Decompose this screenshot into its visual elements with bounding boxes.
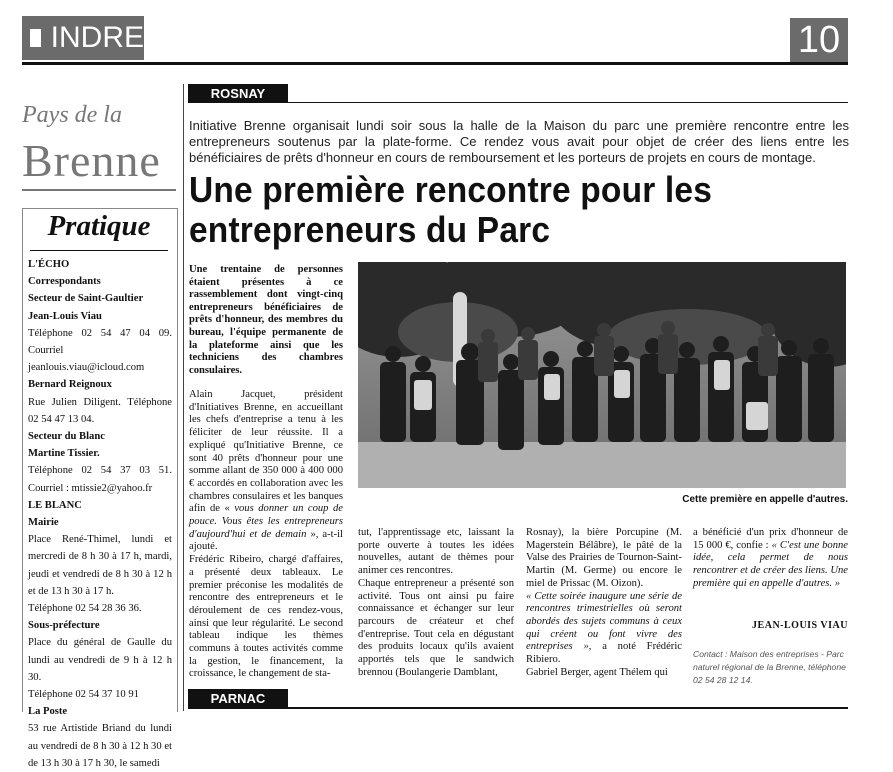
pratique-heading: Martine Tissier. (28, 448, 100, 460)
pratique-heading: La Poste (28, 706, 68, 718)
quote: « C'est une bonne idée, cela permet de nous rencontrer et de créer des liens. Une première qui en appelle d'autres. » (693, 539, 848, 589)
square-icon (30, 29, 41, 47)
article-column-2 (358, 527, 514, 679)
quote: vous donner un coup de pouce. Vous êtes les entrepreneurs d'aujourd'hui et de demain (189, 503, 343, 540)
pratique-heading: Correspondants (28, 276, 101, 288)
text: Alain Jacquet, président d'Initiatives Brenne, en accueillant les chefs d'entreprise a tenu à les féliciter de leur réussite. Il a expliqué qu'Initiative Brenne, ce sont 40 prêts d'honneur pour une somme allant de 350 000 à 400 000 € accordés en collaboration avec les chambres consulaires et les banques afin de « (189, 389, 343, 515)
paragraph: Frédéric Ribeiro, chargé d'affaires, a présenté deux tableaux. Le premier préconise les modalités de rencontre des entrepreneurs et le déroulement de ces rendez-vous, ainsi que leur régularité. Le second tableau indique les thèmes communs à toutes activités comme la gestion, le financement, la croissance, le changement de sta- (189, 554, 343, 680)
section-name: INDRE (50, 21, 144, 54)
header-rule (22, 62, 848, 65)
paragraph (693, 527, 848, 591)
pratique-heading: LE BLANC (28, 499, 82, 511)
pratique-entry: Place René-Thimel, lundi et mercredi de 8 h 30 à 17 h, mardi, jeudi et vendredi de 8 h 30 à 12 h et de 13 h 30 à 17 h. (28, 534, 172, 597)
article-kicker: ROSNAY (188, 84, 288, 103)
pratique-divider (30, 250, 168, 251)
text: a bénéficié d'un prix d'honneur de 15 000 €, confie : (693, 527, 848, 551)
pratique-heading: Bernard Reignoux (28, 379, 112, 391)
pratique-entry: Téléphone 02 54 37 03 51. Courriel : mtissie2@yahoo.fr (28, 465, 172, 494)
group-photo-image (358, 262, 846, 488)
contact-note: Contact : Maison des entreprises - Parc naturel régional de la Brenne, téléphone 02 54 28 12 14. (693, 649, 846, 685)
page-number: 10 (790, 18, 848, 62)
article-headline: Une première rencontre pour les entrepreneurs du Parc (189, 169, 713, 250)
article-lead: Une trentaine de personnes étaient présentes à ce rassemblement dont vingt-cinq entrepreneurs bénéficiaires de prêts d'honneur, des membres du bureau, l'équipe permanente de la plateforme ainsi que les techniciens des chambres consulaires. (189, 264, 343, 376)
next-kicker-rule (188, 707, 848, 709)
pratique-title: Pratique (47, 210, 151, 242)
pratique-heading: L'ÉCHO (28, 259, 70, 270)
pratique-heading: Secteur de Saint-Gaultier (28, 293, 144, 305)
pratique-heading: Jean-Louis Viau (28, 310, 102, 322)
paragraph (189, 389, 343, 554)
pratique-heading: Mairie (28, 517, 59, 529)
article-column-1 (189, 389, 343, 681)
section-tag (22, 16, 144, 60)
pratique-heading: Secteur du Blanc (28, 431, 105, 443)
paragraph: Chaque entrepreneur a présenté son activité. Tous ont ainsi pu faire connaissance et échanger sur leur parcours de créateur et chef d'entreprise. Tout cela en dégustant des produits locaux qu'ils avaient apportés tels que le sandwich brennou (Boulangerie Damblant, (358, 577, 514, 678)
paragraph (526, 591, 682, 667)
region-label-small: Pays de la (22, 102, 122, 128)
next-kicker: PARNAC (188, 689, 288, 708)
text: , a noté Frédéric Ribiero. (526, 641, 682, 666)
pratique-entry: Téléphone 02 54 47 04 09. Courriel jeanlouis.viau@icloud.com (28, 327, 172, 374)
article-column-3 (526, 527, 682, 679)
pratique-heading: Sous-préfecture (28, 620, 100, 632)
pratique-entry: Téléphone 02 54 37 10 91 (28, 689, 139, 701)
pratique-entry: Téléphone 02 54 28 36 36. (28, 603, 142, 615)
column-rule (183, 84, 184, 711)
paragraph: Gabriel Berger, agent Thélem qui (526, 666, 668, 678)
pratique-list (28, 256, 172, 772)
pratique-entry: 53 rue Artistide Briand du lundi au vendredi de 8 h 30 à 12 h 30 et de 13 h 30 à 17 h 30, le samedi (28, 723, 172, 769)
pratique-entry: Place du général de Gaulle du lundi au vendredi de 9 h à 12 h 30. (28, 637, 172, 683)
kicker-rule (188, 102, 848, 103)
paragraph: Rosnay), la bière Porcupine (M. Magerstein Bélâbre), le pâté de la Valse des Prairies de Tournon-Saint-Martin (M. Germe) ou encore le miel de Prissac (M. Oizon). (526, 527, 682, 589)
article-intro: Initiative Brenne organisait lundi soir sous la halle de la Maison du parc une première rencontre entre les entrepreneurs soutenus par la plate-forme. Ce rendez vous avait pour objet de créer des liens entre les bénéficiaires de prêts d'honneur en cours de remboursement et les porteurs de projets en cours de montage. (189, 118, 849, 166)
region-label-big: Brenne (22, 135, 161, 186)
paragraph: tut, l'apprentissage etc, laissant la porte ouverte à toutes les idées nouvelles, autant de thèmes pour animer ces rencontres. (358, 527, 514, 577)
article-column-4 (693, 527, 848, 591)
pratique-entry: Rue Julien Diligent. Téléphone 02 54 47 13 04. (28, 396, 172, 425)
text: », a-t-il ajouté. (189, 528, 343, 553)
quote: « Cette soirée inaugure une série de rencontres trimestrielles où seront abordés des sujets communs à ceux qui créent ou font vivre des entreprises » (526, 590, 682, 653)
sidebar-divider (22, 189, 176, 191)
group-photo (358, 262, 846, 488)
photo-caption: Cette première en appelle d'autres. (682, 494, 848, 505)
author-signature: JEAN-LOUIS VIAU (752, 620, 848, 631)
